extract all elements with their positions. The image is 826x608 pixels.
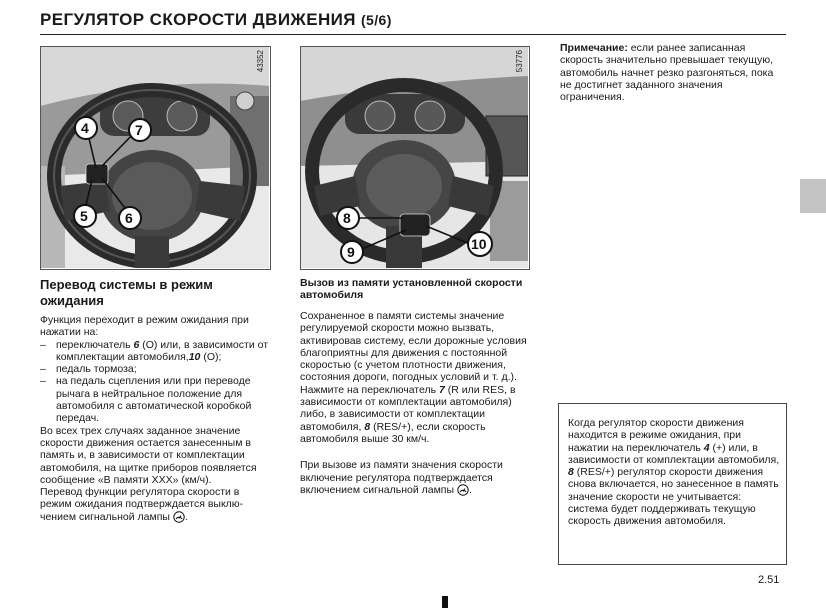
svg-text:8: 8 — [343, 210, 351, 226]
svg-text:4: 4 — [81, 120, 89, 136]
section-tab — [800, 179, 826, 213]
page-title — [40, 10, 392, 30]
cruise-lamp-icon — [173, 511, 185, 523]
callout-8 — [337, 207, 359, 229]
callout-10 — [468, 232, 492, 256]
callout-4 — [75, 117, 97, 139]
info-box-text: Когда регулятор скорости движения находится в режиме ожидания, при нажатии на переключатель 4 (+) или, в зависимости от комплектации автомобиля, 8 (RES/+) регулятор скорости движения снова включается, но занесенное в память значение скорости не учитывается: система будет поддерживать текущую скорость движения автомобиля. — [568, 417, 780, 528]
callout-6 — [119, 207, 141, 229]
callout-5 — [74, 205, 96, 227]
note-label: Примечание: — [560, 42, 628, 54]
standby-list — [40, 339, 270, 425]
recall-para-1: Сохраненное в памяти системы значение регулируемой скорости можно вызвать, активировав систему, если дорожные условия благоприятны для движения с постоянной скоростью (с учетом плотности движения, состояния дороги, погодных условий и т. д.). Нажмите на переключатель 7 (R или RES, в зависимости от комплектации автомобиля) либо, в зависимости от комплектации автомобиля, 8 (RES/+), если скорость автомобиля выше 30 км/ч. — [300, 310, 527, 445]
recall-body — [300, 310, 528, 510]
list-item: – на педаль сцепления или при переводе рычага в нейтральное положение для автомобиля с автоматической коробкой передач. — [40, 375, 270, 424]
standby-para-1: Во всех трех случаях заданное значение скорости движения остается занесенным в память и, в зависимости от комплектации автомобиля, на щитке приборов появляется сообщение «В памяти XXX» (км/ч). — [40, 424, 257, 486]
callout-9 — [341, 241, 363, 263]
standby-body — [40, 314, 270, 523]
figure-steering-wheel-1 — [40, 46, 269, 268]
svg-text:9: 9 — [347, 244, 355, 260]
cruise-lamp-icon — [457, 484, 469, 496]
callout-7 — [129, 119, 151, 141]
figure-code: 53776 — [515, 50, 524, 73]
standby-intro: Функция переходит в режим ожидания при нажатии на: — [40, 314, 249, 339]
steering-wheel-illustration-2 — [300, 46, 528, 268]
svg-text:5: 5 — [80, 208, 88, 224]
standby-para-2: Перевод функции регулятора скорости в режим ожидания подтверждается выключением сигнальной лампы . — [40, 486, 244, 523]
recall-para-2: При вызове из памяти значения скорости включение регулятора подтверждается включением сигнальной лампы . — [300, 459, 503, 496]
svg-text:10: 10 — [471, 236, 487, 252]
figure-steering-wheel-2 — [300, 46, 528, 268]
list-item: – педаль тормоза; — [40, 363, 270, 375]
bottom-mark — [442, 596, 448, 608]
svg-text:6: 6 — [125, 210, 133, 226]
header-rule — [40, 34, 786, 35]
title-part: (5/6) — [360, 12, 392, 28]
list-item: – переключатель 6 (O) или, в зависимости от комплектации автомобиля,10 (O); — [40, 339, 270, 364]
note-text: если ранее записанная скорость значительно превышает текущую, автомобиль начнет резко разгоняться, пока не достигнет заданного значения ограничения. — [560, 42, 774, 104]
title-text: РЕГУЛЯТОР СКОРОСТИ ДВИЖЕНИЯ — [40, 10, 356, 29]
page-number: 2.51 — [758, 574, 780, 586]
figure-code: 43352 — [256, 50, 265, 73]
standby-heading: Перевод системы в режим ожидания — [40, 277, 213, 308]
recall-heading: Вызов из памяти установленной скорости автомобиля — [300, 277, 523, 302]
svg-text:7: 7 — [135, 122, 143, 138]
steering-wheel-illustration-1 — [40, 46, 269, 268]
note — [560, 42, 786, 103]
